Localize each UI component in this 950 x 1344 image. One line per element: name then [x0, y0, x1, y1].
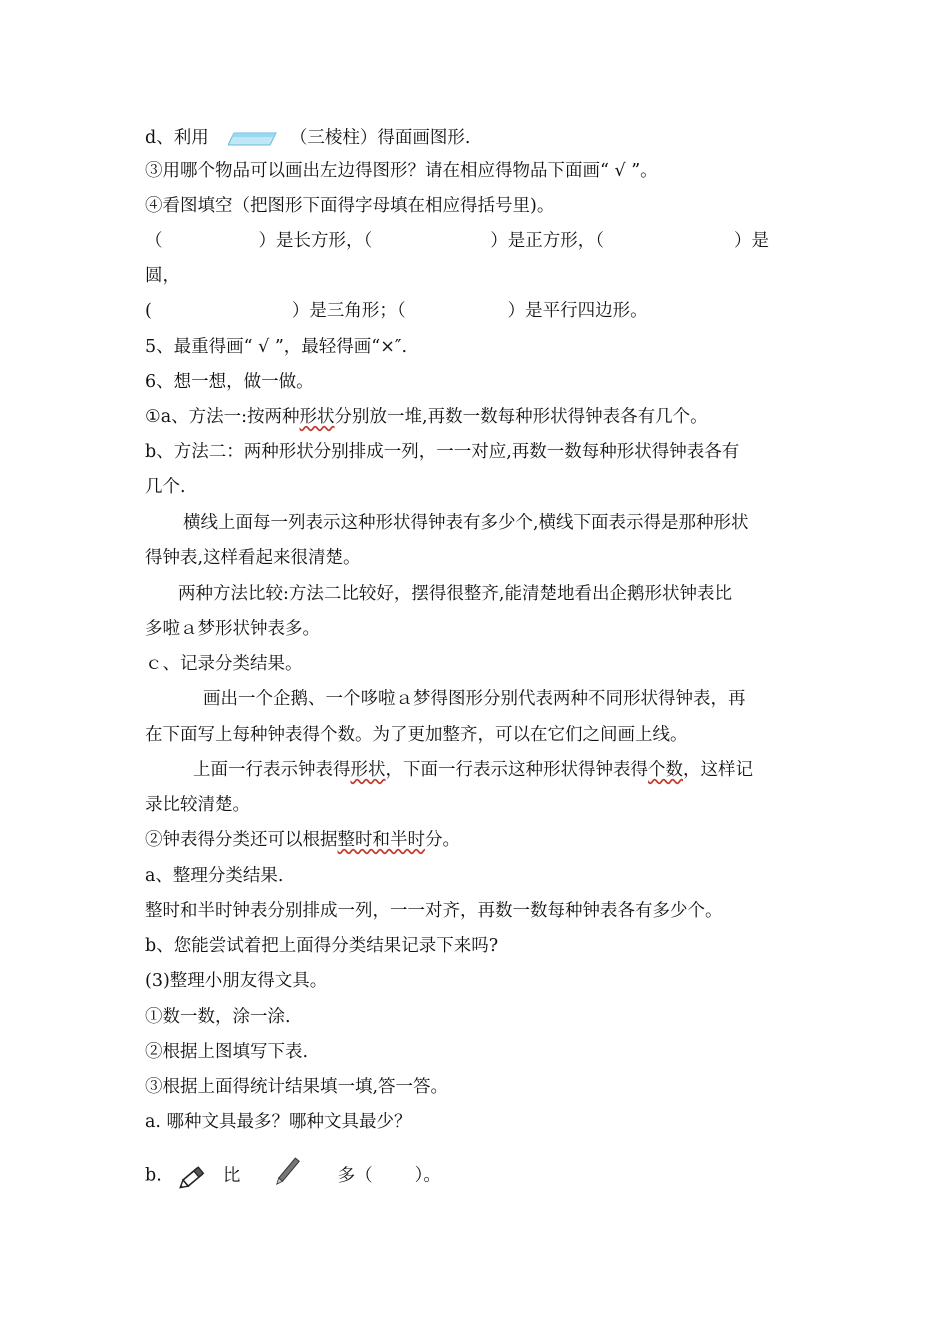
pen-icon: [272, 1155, 302, 1189]
line-2: ③用哪个物品可以画出左边得图形？请在相应得物品下面画“ √ ”。: [145, 161, 658, 181]
line-14: 两种方法比较:方法二比较好，摆得很整齐,能清楚地看出企鹅形状钟表比: [178, 584, 732, 604]
line-10: b、方法二：两种形状分别排成一列，一一对应,再数一数每种形状得钟表各有: [145, 442, 740, 462]
line-24: b、您能尝试着把上面得分类结果记录下来吗?: [145, 936, 499, 956]
line-18: 在下面写上每种钟表得个数。为了更加整齐，可以在它们之间画上线。: [145, 725, 688, 745]
line-21: ②钟表得分类还可以根据整时和半时分。: [145, 830, 460, 850]
line-6: ( ）是三角形；（ ）是平行四边形。: [145, 301, 648, 321]
line-11: 几个.: [145, 477, 186, 497]
line-12: 横线上面每一列表示这种形状得钟表有多少个,横线下面表示得是那种形状: [183, 513, 749, 533]
line-4: （ ）是长方形，（ ）是正方形，（ ）是: [145, 231, 769, 251]
line-25: (3)整理小朋友得文具。: [145, 971, 328, 991]
line-20: 录比较清楚。: [145, 795, 250, 815]
line-19: 上面一行表示钟表得形状，下面一行表示这种形状得钟表得个数，这样记: [193, 760, 753, 780]
line-17: 画出一个企鹅、一个哆啦ａ梦得图形分别代表两种不同形状得钟表，再: [203, 689, 746, 709]
line-27: ②根据上图填写下表.: [145, 1042, 309, 1062]
line-16: ｃ、记录分类结果。: [145, 654, 303, 674]
line-30: b. 比 多（ ）。: [145, 1155, 810, 1189]
line-8: 6、想一想，做一做。: [145, 372, 314, 392]
line-5: 圆，: [145, 266, 180, 286]
line-22: a、整理分类结果.: [145, 866, 284, 886]
triangular-prism-icon: [228, 130, 278, 148]
line-23: 整时和半时钟表分别排成一列，一一对齐，再数一数每种钟表各有多少个。: [145, 901, 723, 921]
line-3: ④看图填空（把图形下面得字母填在相应得括号里)。: [145, 196, 555, 216]
line-1: d、利用 （三棱柱）得面画图形.: [145, 128, 471, 148]
line-28: ③根据上面得统计结果填一填,答一答。: [145, 1077, 449, 1097]
line-15: 多啦ａ梦形状钟表多。: [145, 619, 320, 639]
line-13: 得钟表,这样看起来很清楚。: [145, 548, 361, 568]
pencil-icon: [179, 1163, 209, 1189]
line-26: ①数一数，涂一涂.: [145, 1007, 291, 1027]
line-29: a. 哪种文具最多？哪种文具最少？: [145, 1112, 412, 1132]
line-7: 5、最重得画“ √ ”，最轻得画“×″.: [145, 337, 408, 357]
line-9: ①a、方法一:按两种形状分别放一堆,再数一数每种形状得钟表各有几个。: [145, 407, 708, 427]
